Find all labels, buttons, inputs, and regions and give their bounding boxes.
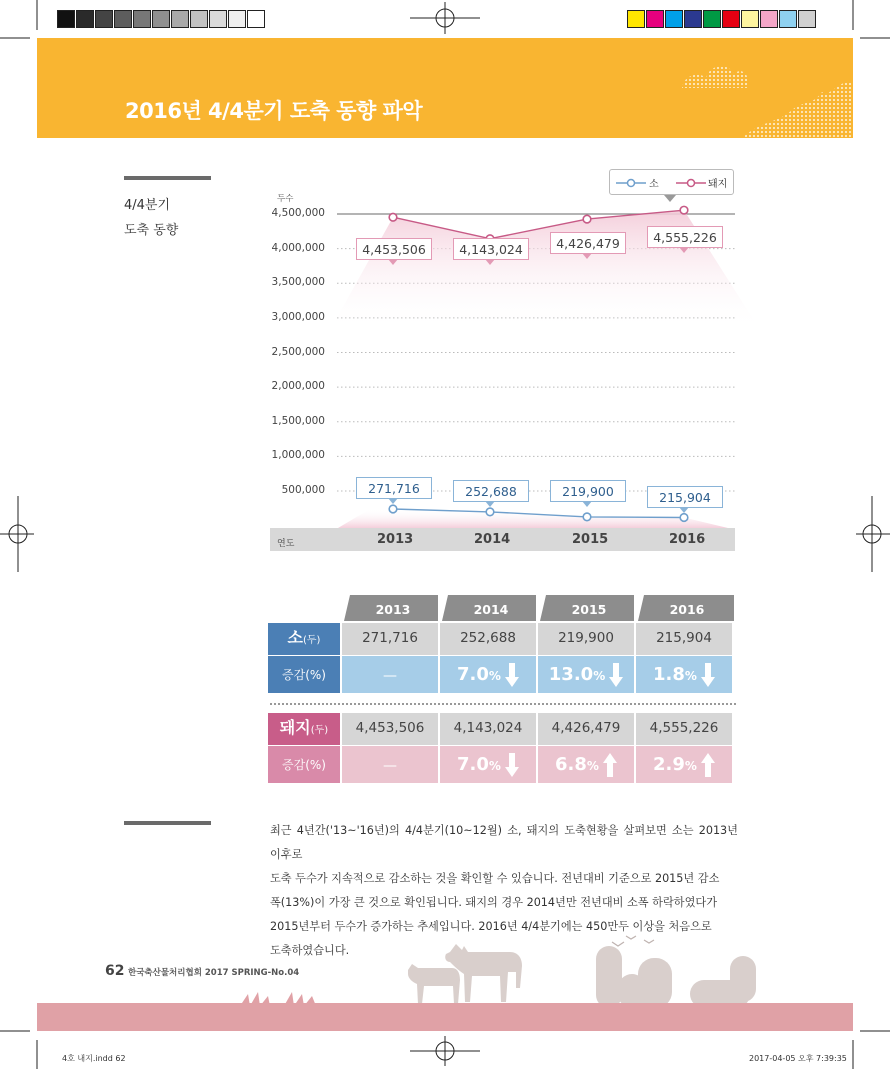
cow-data-label-2013: 271,716 <box>356 477 432 499</box>
x-tick-2015: 2015 <box>572 532 609 547</box>
cow-point-2016 <box>680 514 688 522</box>
cow-change-value: — <box>383 668 397 684</box>
pig-data-label-2015: 4,426,479 <box>550 232 626 254</box>
y-tick-label: 3,000,000 <box>271 310 325 323</box>
pig-change-2015 <box>537 745 634 783</box>
cow-point-2014 <box>486 508 494 516</box>
pig-change-value: — <box>383 758 397 774</box>
pig-count-2013: 4,453,506 <box>341 713 438 745</box>
pig-change-2014 <box>439 745 536 783</box>
pig-data-label-2013-pointer <box>388 259 398 265</box>
table-year-2015: 2015 <box>571 602 607 617</box>
body-line-1: 최근 4년간('13~'16년)의 4/4분기(10~12월) 소, 돼지의 도축현황을 살펴보면 소는 2013년 이후로 <box>270 824 738 861</box>
y-tick-label: 4,500,000 <box>271 207 325 219</box>
pig-change-percent-sign: % <box>684 759 697 773</box>
cow-change-value: 13.0 <box>548 664 594 685</box>
table-year-2013: 2013 <box>375 602 411 617</box>
arrow-up-icon <box>603 753 617 777</box>
y-tick-label: 1,500,000 <box>271 414 325 427</box>
cow-point-2015 <box>583 513 591 521</box>
y-axis-label: 두수 <box>277 194 294 204</box>
cow-data-label-2015: 219,900 <box>550 480 626 502</box>
pig-point-2016 <box>680 206 688 214</box>
cow-data-label-2016: 215,904 <box>647 486 723 508</box>
cow-data-label-2013-pointer <box>388 498 398 504</box>
pig-change-2013 <box>341 745 438 783</box>
table-divider <box>270 703 736 705</box>
x-tick-2014: 2014 <box>474 532 511 547</box>
arrow-up-icon <box>701 753 715 777</box>
pig-data-label-2016-pointer <box>679 247 689 253</box>
pig-change-value: 7.0 <box>457 754 489 775</box>
cow-change-value: 7.0 <box>457 664 489 685</box>
page-number: 62 <box>105 963 125 979</box>
arrow-down-icon <box>505 753 519 777</box>
cow-change-value: 1.8 <box>653 664 685 685</box>
cow-change-2014 <box>439 655 536 693</box>
file-slug: 4호 내지.indd 62 <box>62 1054 126 1063</box>
y-tick-label: 1,000,000 <box>271 449 325 462</box>
x-axis-label: 연도 <box>277 539 295 549</box>
pig-data-label-2014-pointer <box>485 259 495 265</box>
cow-change-percent-sign: % <box>593 669 606 683</box>
table-cow-change-header: 증감(%) <box>268 655 340 693</box>
table-pig-change-header: 증감(%) <box>268 745 340 783</box>
y-tick-label: 3,500,000 <box>271 276 325 289</box>
page-title: 2016년 4/4분기 도축 동향 파악 <box>125 99 423 123</box>
x-tick-2013: 2013 <box>377 532 414 547</box>
cow-data-label-2014: 252,688 <box>453 480 529 502</box>
table-cow-header <box>268 623 340 655</box>
cow-change-percent-sign: % <box>488 669 501 683</box>
cow-unit: (두) <box>303 635 321 646</box>
pig-change-percent-sign: % <box>586 759 599 773</box>
pig-point-2015 <box>583 215 591 223</box>
x-tick-2016: 2016 <box>669 532 706 547</box>
arrow-down-icon <box>701 663 715 687</box>
cow-point-2013 <box>389 505 397 513</box>
legend-pig-label: 돼지 <box>708 179 728 190</box>
pig-count-2014: 4,143,024 <box>439 713 536 745</box>
pig-count-2015: 4,426,479 <box>537 713 634 745</box>
arrow-down-icon <box>505 663 519 687</box>
pig-change-percent-sign: % <box>488 759 501 773</box>
print-timestamp: 2017-04-05 오후 7:39:35 <box>749 1054 847 1063</box>
pig-label: 돼지 <box>279 718 311 737</box>
pig-data-label-2015-pointer <box>582 253 592 259</box>
body-line-4: 2015년부터 두수가 증가하는 추세입니다. 2016년 4/4분기에는 450만두 이상을 처음으로 <box>270 920 712 933</box>
cow-change-2016 <box>635 655 732 693</box>
table-year-2016: 2016 <box>669 602 705 617</box>
arrow-down-icon <box>609 663 623 687</box>
y-tick-label: 2,500,000 <box>271 345 325 358</box>
pig-change-value: 6.8 <box>555 754 587 775</box>
cow-count-2015: 219,900 <box>537 623 634 655</box>
y-tick-label: 4,000,000 <box>271 241 325 254</box>
cow-data-label-2014-pointer <box>485 501 495 507</box>
pig-data-label-2013: 4,453,506 <box>356 238 432 260</box>
cow-change-2013 <box>341 655 438 693</box>
cow-count-2016: 215,904 <box>635 623 732 655</box>
table-year-2014: 2014 <box>473 602 509 617</box>
pig-change-value: 2.9 <box>653 754 685 775</box>
pig-change-2016 <box>635 745 732 783</box>
body-line-2: 도축 두수가 지속적으로 감소하는 것을 확인할 수 있습니다. 전년대비 기준으로 2015년 감소 <box>270 872 720 885</box>
livestock-silhouette-illustration <box>400 930 780 1010</box>
cow-data-label-2016-pointer <box>679 507 689 513</box>
legend-cow-label: 소 <box>649 179 659 190</box>
section-label-line2: 도축 동향 <box>124 223 179 238</box>
footer-band <box>37 1003 853 1031</box>
cow-label: 소 <box>287 628 303 647</box>
cow-change-2015 <box>537 655 634 693</box>
y-tick-label: 2,000,000 <box>271 380 325 393</box>
pig-data-label-2014: 4,143,024 <box>453 238 529 260</box>
body-line-5: 도축하였습니다. <box>270 944 350 957</box>
pig-data-label-2016: 4,555,226 <box>647 226 723 248</box>
body-line-3: 폭(13%)이 가장 큰 것으로 확인됩니다. 돼지의 경우 2014년만 전년대비 소폭 하락하였다가 <box>270 896 718 909</box>
section-label-line1: 4/4분기 <box>124 198 171 213</box>
paragraph-rule <box>124 821 211 825</box>
pig-unit: (두) <box>310 725 329 736</box>
table-pig-header <box>268 713 340 745</box>
cow-count-2014: 252,688 <box>439 623 536 655</box>
cow-count-2013: 271,716 <box>341 623 438 655</box>
publication-info: 한국축산물처리협회 2017 SPRING-No.04 <box>128 968 300 978</box>
pig-point-2013 <box>389 213 397 221</box>
cow-change-percent-sign: % <box>684 669 697 683</box>
y-tick-label: 500,000 <box>281 484 325 496</box>
pig-count-2016: 4,555,226 <box>635 713 732 745</box>
cow-data-label-2015-pointer <box>582 501 592 507</box>
